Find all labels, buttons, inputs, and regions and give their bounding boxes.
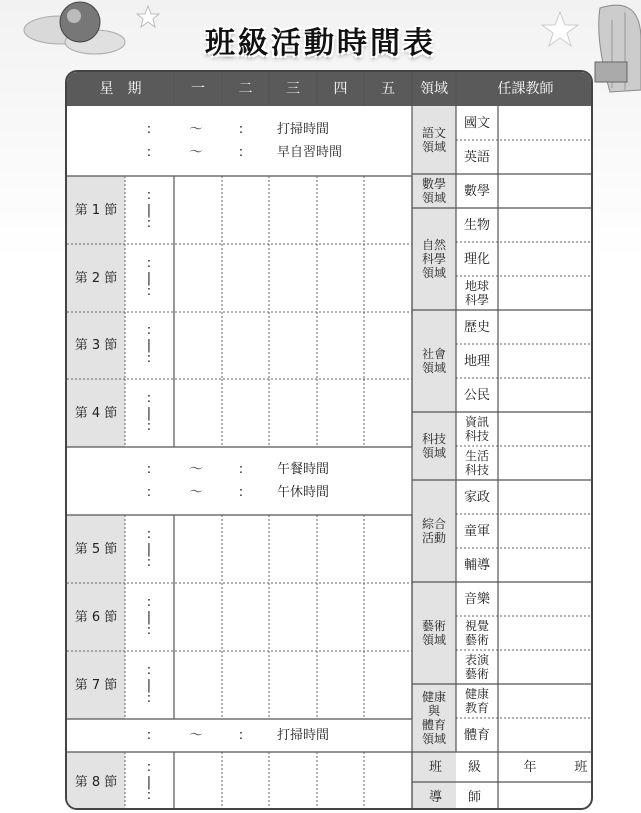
domain-label: 語文 領域	[421, 126, 446, 154]
time-bar: |	[146, 270, 152, 286]
time-colon: :	[146, 121, 152, 137]
time-bar: |	[146, 541, 152, 557]
subject-label: 輔導	[463, 557, 490, 573]
class-label: 班 級	[428, 759, 481, 775]
subject-label: 表演 藝術	[464, 653, 489, 681]
header-teacher: 任課教師	[497, 80, 554, 97]
period-label: 第 6 節	[74, 609, 118, 625]
domain-label: 健康 與 體育 領域	[421, 690, 446, 746]
time-colon: :	[238, 484, 244, 500]
time-colon: :	[146, 390, 152, 406]
event-label: 打掃時間	[277, 728, 330, 743]
time-colon: :	[146, 787, 152, 803]
time-bar: |	[146, 609, 152, 625]
subject-label: 童軍	[463, 523, 490, 539]
period-label: 第 1 節	[74, 202, 118, 218]
time-bar: |	[146, 677, 152, 693]
domain-label: 綜合 活動	[421, 517, 446, 545]
header-day-1: 一	[191, 80, 205, 97]
domain-label: 藝術 領域	[421, 619, 446, 647]
event-label: 早自習時間	[277, 145, 343, 161]
header-day-3: 三	[286, 80, 300, 97]
time-colon: :	[146, 759, 152, 775]
time-colon: :	[146, 662, 152, 678]
header-weekday: 星 期	[99, 80, 142, 97]
period-label: 第 7 節	[74, 677, 118, 693]
period-label: 第 3 節	[74, 338, 118, 353]
subject-label: 地理	[463, 353, 490, 369]
time-colon: :	[146, 255, 152, 271]
header-day-5: 五	[381, 80, 395, 97]
time-tilde: ～	[189, 121, 203, 137]
subject-label: 數學	[463, 183, 490, 199]
time-colon: :	[146, 145, 152, 161]
time-colon: :	[238, 462, 244, 478]
period-label: 第 2 節	[74, 270, 118, 286]
domain-label: 數學 領域	[421, 177, 446, 205]
time-colon: :	[146, 351, 152, 366]
time-colon: :	[146, 622, 152, 638]
subject-label: 視覺 藝術	[464, 619, 489, 647]
time-bar: |	[146, 774, 152, 790]
time-bar: |	[146, 405, 152, 421]
time-tilde: ～	[189, 728, 203, 743]
subject-label: 資訊 科技	[464, 415, 489, 443]
event-label: 午休時間	[277, 484, 330, 500]
time-tilde: ～	[189, 484, 203, 500]
subject-label: 英語	[463, 149, 490, 165]
subject-label: 理化	[463, 251, 490, 267]
time-tilde: ～	[189, 462, 203, 478]
page-title: 班級活動時間表	[205, 26, 436, 61]
time-colon: :	[146, 462, 152, 478]
header-day-4: 四	[333, 80, 348, 97]
subject-label: 生物	[463, 217, 490, 233]
time-tilde: ～	[189, 145, 203, 161]
time-colon: :	[146, 526, 152, 542]
timetable	[65, 70, 593, 810]
time-colon: :	[146, 323, 152, 338]
subject-label: 音樂	[463, 591, 490, 607]
subject-label: 公民	[463, 387, 490, 403]
time-colon: :	[238, 728, 244, 743]
subject-label: 體育	[463, 727, 490, 743]
subject-label: 生活 科技	[464, 449, 489, 477]
time-colon: :	[146, 283, 152, 299]
mentor-label: 導 師	[428, 789, 481, 805]
time-colon: :	[146, 187, 152, 203]
time-colon: :	[146, 594, 152, 610]
class-char: 班	[574, 759, 588, 775]
subject-label: 地球 科學	[464, 279, 489, 307]
period-label: 第 8 節	[74, 774, 118, 790]
time-colon: :	[146, 690, 152, 706]
time-colon: :	[146, 215, 152, 231]
subject-label: 國文	[463, 115, 490, 131]
header-day-2: 二	[238, 80, 253, 97]
period-label: 第 4 節	[74, 405, 118, 421]
header-domain: 領域	[420, 80, 448, 97]
time-colon: :	[146, 554, 152, 570]
time-colon: :	[146, 728, 152, 743]
domain-label: 自然 科學 領域	[421, 238, 446, 280]
time-colon: :	[238, 121, 244, 137]
subject-label: 健康 教育	[464, 687, 489, 715]
event-label: 午餐時間	[277, 462, 330, 478]
time-colon: :	[146, 418, 152, 434]
domain-label: 社會 領域	[421, 347, 446, 375]
domain-label: 科技 領域	[421, 432, 446, 460]
time-colon: :	[238, 145, 244, 161]
time-bar: |	[146, 202, 152, 218]
event-label: 打掃時間	[277, 121, 330, 137]
time-bar: |	[146, 338, 152, 353]
subject-label: 家政	[463, 489, 490, 505]
time-colon: :	[146, 484, 152, 500]
period-label: 第 5 節	[74, 541, 118, 557]
subject-label: 歷史	[463, 319, 490, 335]
year-char: 年	[523, 759, 537, 775]
